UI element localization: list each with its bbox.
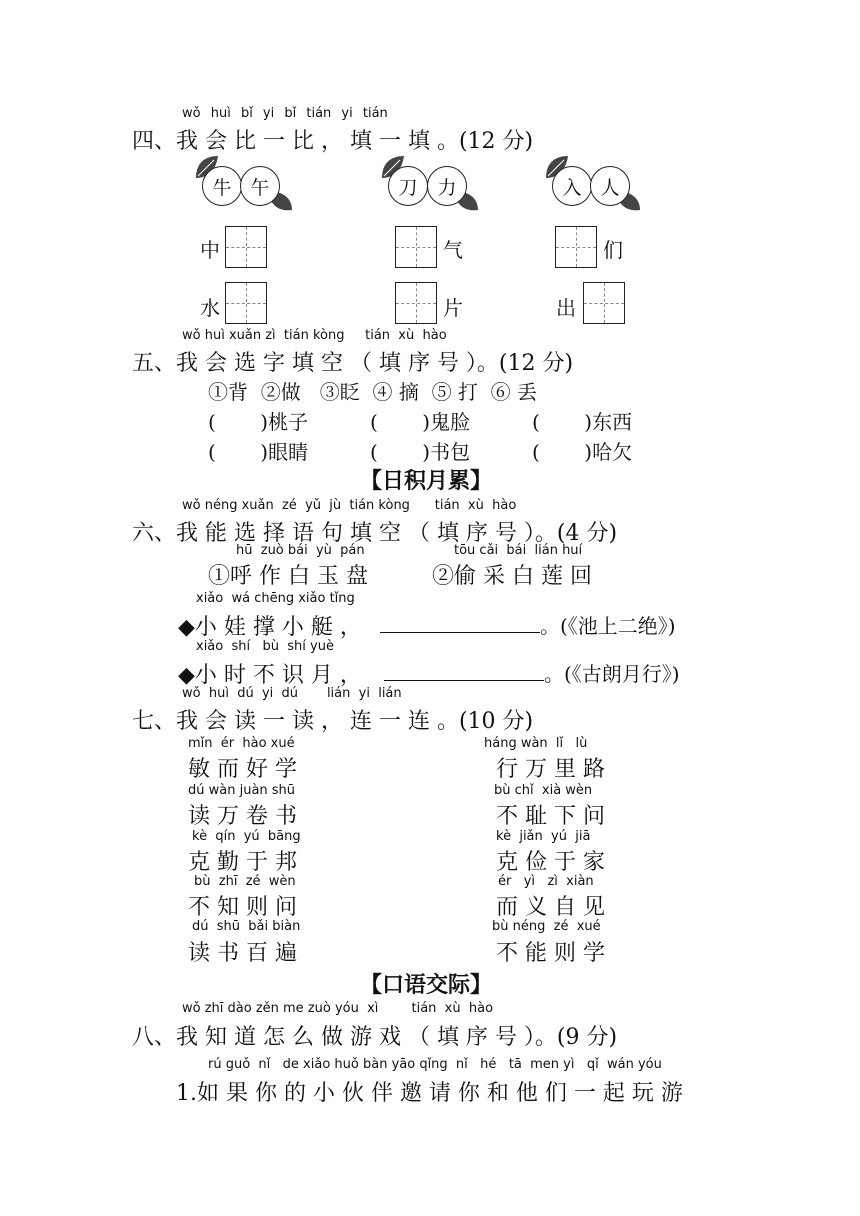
q5-blank[interactable]: ( )东西 <box>532 410 633 434</box>
idiom-pinyin: bù zhī zé wèn <box>194 874 296 889</box>
idiom-right[interactable]: 而 义 自 见 <box>496 895 605 920</box>
idiom-pinyin: ér yì zì xiàn <box>498 874 594 889</box>
compare-char: 力 <box>427 166 467 206</box>
idiom-left[interactable]: 不 知 则 问 <box>188 895 297 920</box>
hint-char: 水 <box>200 296 220 320</box>
section-heading: 【日积月累】 <box>360 469 493 494</box>
q5-blank[interactable]: ( )哈欠 <box>532 440 633 464</box>
q5-blank[interactable]: ( )桃子 <box>208 410 309 434</box>
idiom-pinyin: háng wàn lǐ lù <box>484 736 588 751</box>
idiom-pinyin: dú shū bǎi biàn <box>192 919 301 934</box>
idiom-left[interactable]: 敏 而 好 学 <box>188 757 297 782</box>
q5-blank[interactable]: ( )书包 <box>370 440 471 464</box>
compare-char: 牛 <box>202 166 242 206</box>
q8-sentence: 1.如 果 你 的 小 伙 伴 邀 请 你 和 他 们 一 起 玩 游 <box>176 1081 683 1106</box>
q6-line-pinyin: xiǎo shí bù shí yuè <box>196 639 334 654</box>
idiom-pinyin: kè qín yú bāng <box>192 829 301 844</box>
idiom-right[interactable]: 克 俭 于 家 <box>496 850 605 875</box>
q5-title: 五、我 会 选 字 填 空 （ 填 序 号 ）。(12 分) <box>132 351 574 376</box>
section-heading: 【口语交际】 <box>360 973 493 998</box>
idiom-pinyin: dú wàn juàn shū <box>188 783 296 798</box>
compare-char: 刀 <box>388 166 428 206</box>
idiom-right[interactable]: 不 耻 下 问 <box>496 804 605 829</box>
tianzi-box[interactable] <box>225 226 267 268</box>
hint-char: 气 <box>443 238 463 262</box>
q6-line: ◆小 娃 撑 小 艇 ， <box>178 615 362 640</box>
compare-char: 人 <box>590 166 630 206</box>
q6-title: 六、我 能 选 择 语 句 填 空 （ 填 序 号 ）。(4 分) <box>132 521 618 546</box>
idiom-left[interactable]: 克 勤 于 邦 <box>188 850 297 875</box>
idiom-left[interactable]: 读 万 卷 书 <box>188 804 297 829</box>
idiom-pinyin: kè jiǎn yú jiā <box>496 829 591 844</box>
q6-option-pinyin: hū zuò bái yù pán <box>236 543 365 558</box>
q6-line: ◆小 时 不 识 月 ， <box>178 663 362 688</box>
tianzi-box[interactable] <box>395 282 437 324</box>
q7-title: 七、我 会 读 一 读 ， 连 一 连 。(10 分) <box>132 709 534 734</box>
idiom-pinyin: bù néng zé xué <box>492 919 601 934</box>
q6-line-end: 。(《古朗月行》) <box>544 662 680 686</box>
q5-options: ①背 ②做 ③眨 ④ 摘 ⑤ 打 ⑥ 丢 <box>208 380 538 404</box>
tianzi-box[interactable] <box>555 226 597 268</box>
hint-char: 片 <box>443 296 463 320</box>
tianzi-box[interactable] <box>395 226 437 268</box>
q4-pinyin: wǒ huì bǐ yi bǐ tián yi tián <box>182 106 388 121</box>
answer-line[interactable] <box>384 680 544 681</box>
idiom-right[interactable]: 不 能 则 学 <box>496 941 605 966</box>
q6-option-pinyin: tōu cǎi bái lián huí <box>454 543 583 558</box>
compare-char: 入 <box>552 166 592 206</box>
compare-char: 午 <box>240 166 280 206</box>
tianzi-box[interactable] <box>583 282 625 324</box>
tianzi-box[interactable] <box>225 282 267 324</box>
q5-blank[interactable]: ( )眼睛 <box>208 440 309 464</box>
q5-blank[interactable]: ( )鬼脸 <box>370 410 471 434</box>
q6-option: ①呼 作 白 玉 盘 <box>208 564 368 589</box>
q6-pinyin: wǒ néng xuǎn zé yǔ jù tián kòng tián xù hào <box>182 498 517 513</box>
q6-line-end: 。(《池上二绝》) <box>540 614 676 638</box>
idiom-right[interactable]: 行 万 里 路 <box>496 757 605 782</box>
q5-pinyin: wǒ huì xuǎn zì tián kòng tián xù hào <box>182 328 447 343</box>
hint-char: 中 <box>200 238 220 262</box>
q8-sentence-pinyin: rú guǒ nǐ de xiǎo huǒ bàn yāo qǐng nǐ hé tā men yì qǐ wán yóu <box>208 1057 662 1072</box>
q8-title: 八、我 知 道 怎 么 做 游 戏 （ 填 序 号 ）。(9 分) <box>132 1025 618 1050</box>
idiom-left[interactable]: 读 书 百 遍 <box>188 941 297 966</box>
answer-line[interactable] <box>380 632 540 633</box>
q7-pinyin: wǒ huì dú yi dú lián yi lián <box>182 686 402 701</box>
q8-pinyin: wǒ zhī dào zěn me zuò yóu xì tián xù hào <box>182 1001 494 1016</box>
q4-title: 四、我 会 比 一 比 ， 填 一 填 。(12 分) <box>132 129 534 154</box>
idiom-pinyin: mǐn ér hào xué <box>188 736 295 751</box>
q6-option: ②偷 采 白 莲 回 <box>432 564 592 589</box>
hint-char: 们 <box>603 238 623 262</box>
hint-char: 出 <box>556 296 576 320</box>
idiom-pinyin: bù chǐ xià wèn <box>494 783 593 798</box>
q6-line-pinyin: xiǎo wá chēng xiǎo tǐng <box>196 591 355 606</box>
